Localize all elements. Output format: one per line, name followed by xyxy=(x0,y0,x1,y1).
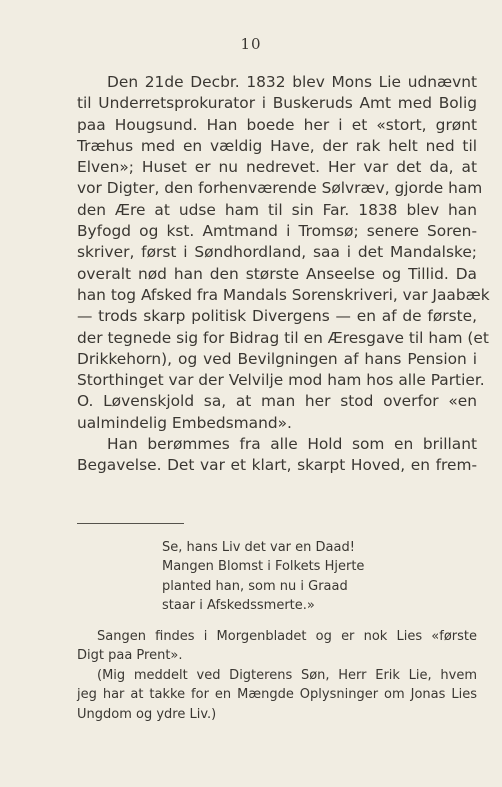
body-line: der tegnede sig for Bidrag til en Æresgave til ham (et xyxy=(77,328,489,347)
note-line: Digt paa Prent». xyxy=(77,648,183,664)
page-number: 10 xyxy=(240,35,262,53)
body-line: han tog Afsked fra Mandals Sorenskriveri, var Jaabæk xyxy=(77,285,490,304)
body-line: Begavelse. Det var et klart, skarpt Hoved, en frem- xyxy=(77,456,477,475)
body-line: O. Løvenskjold sa, at man her stod overfor «en xyxy=(77,392,477,411)
note-line: (Mig meddelt ved Digterens Søn, Herr Erik Lie, hvem xyxy=(97,667,477,683)
body-line: til Underretsprokurator i Buskeruds Amt med Bolig xyxy=(77,94,477,113)
poem-line: staar i Afskedssmerte.» xyxy=(162,598,315,614)
footnote-notes xyxy=(77,627,477,724)
poem-line: Mangen Blomst i Folkets Hjerte xyxy=(162,559,365,575)
poem-line: Se, hans Liv det var en Daad! xyxy=(162,540,355,555)
poem-line: planted han, som nu i Graad xyxy=(162,578,348,594)
body-line: overalt nød han den største Anseelse og Tillid. Da xyxy=(77,264,477,283)
body-line: Drikkehorn), og ved Bevilgningen af hans Pension i xyxy=(77,349,477,368)
body-line: ualmindelig Embedsmand». xyxy=(77,413,292,432)
body-line: skriver, først i Søndhordland, saa i det Mandalske; xyxy=(77,243,477,262)
note-line: jeg har at takke for en Mængde Oplysninger om Jonas Lies xyxy=(77,687,477,703)
footnote-divider xyxy=(77,523,184,524)
body-line: Træhus med en vældig Have, der rak helt ned til xyxy=(77,136,477,155)
body-line: Elven»; Huset er nu nedrevet. Her var det da, at xyxy=(77,158,477,177)
footnote-poem xyxy=(162,538,364,616)
body-line: Han berømmes fra alle Hold som en brillant xyxy=(107,435,477,454)
body-line: paa Hougsund. Han boede her i et «stort, grønt xyxy=(77,115,477,134)
note-line: Sangen findes i Morgenbladet og er nok Lies «første xyxy=(97,629,477,644)
body-line: den Ære at udse ham til sin Far. 1838 blev han xyxy=(77,200,477,219)
note-line: Ungdom og ydre Liv.) xyxy=(77,706,217,722)
body-line: vor Digter, den forhenværende Sølvræv, gjorde ham xyxy=(77,179,483,198)
body-line: — trods skarp politisk Divergens — en af de første, xyxy=(77,307,477,326)
body-line: Byfogd og kst. Amtmand i Tromsø; senere Soren- xyxy=(77,222,477,241)
body-line: Storthinget var der Velvilje mod ham hos alle Partier. xyxy=(77,371,485,390)
body-line: Den 21de Decbr. 1832 blev Mons Lie udnævnt xyxy=(107,73,477,91)
body-text xyxy=(77,72,490,477)
